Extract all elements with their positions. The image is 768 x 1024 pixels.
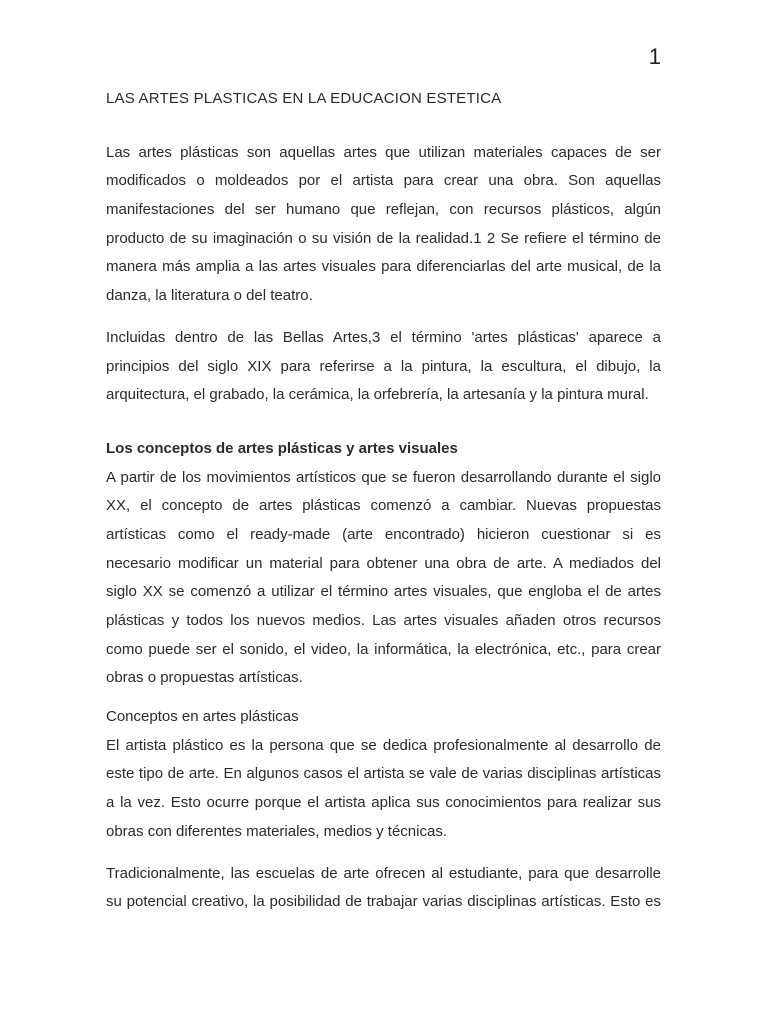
text-line: manifestaciones del ser humano que reflejan, con recursos plásticos, algún [106, 201, 661, 219]
text-line: XX, el concepto de artes plásticas comenzó a cambiar. Nuevas propuestas [106, 497, 661, 515]
paragraph [106, 464, 661, 694]
text-line: Las artes plásticas son aquellas artes que utilizan materiales capaces de ser [106, 143, 661, 161]
text-line: A partir de los movimientos artísticos que se fueron desarrollando durante el siglo [106, 468, 661, 486]
text-line: obras con diferentes materiales, medios y técnicas. [106, 822, 447, 840]
paragraph [106, 324, 661, 410]
page-number: 1 [648, 44, 661, 69]
text-line: principios del siglo XIX para referirse a la pintura, la escultura, el dibujo, la [106, 357, 661, 375]
text-line: danza, la literatura o del teatro. [106, 287, 313, 305]
document-title: LAS ARTES PLASTICAS EN LA EDUCACION ESTETICA [106, 90, 502, 107]
text-line: manera más amplia a las artes visuales para diferenciarlas del arte musical, de la [106, 258, 661, 276]
text-line: modificados o moldeados por el artista para crear una obra. Son aquellas [106, 172, 661, 190]
text-line: Incluidas dentro de las Bellas Artes,3 el término 'artes plásticas' aparece a [106, 328, 661, 346]
text-line: plásticas y todos los nuevos medios. Las artes visuales añaden otros recursos [106, 612, 661, 630]
paragraph [106, 139, 661, 311]
text-line: arquitectura, el grabado, la cerámica, la orfebrería, la artesanía y la pintura mural. [106, 386, 649, 404]
document-body [106, 139, 661, 917]
text-line: siglo XX se comenzó a utilizar el término artes visuales, que engloba el de artes [106, 583, 661, 601]
paragraph [106, 860, 661, 917]
text-line: como puede ser el sonido, el video, la informática, la electrónica, etc., para crear [106, 640, 661, 658]
text-line: producto de su imaginación o su visión de la realidad.1 2 Se refiere el término de [106, 229, 661, 247]
text-line: su potencial creativo, la posibilidad de trabajar varias disciplinas artísticas. Esto es [106, 893, 661, 911]
text-line: artísticas como el ready-made (arte encontrado) hicieron cuestionar si es [106, 525, 661, 543]
text-line: El artista plástico es la persona que se dedica profesionalmente al desarrollo de [106, 736, 661, 754]
text-line: Tradicionalmente, las escuelas de arte ofrecen al estudiante, para que desarrolle [106, 864, 661, 882]
paragraph [106, 732, 661, 847]
section-heading: Los conceptos de artes plásticas y artes visuales [106, 439, 458, 457]
text-line: necesario modificar un material para obtener una obra de arte. A mediados del [106, 554, 661, 572]
sub-heading: Conceptos en artes plásticas [106, 708, 299, 726]
text-line: obras o propuestas artísticas. [106, 669, 303, 687]
text-line: a la vez. Esto ocurre porque el artista aplica sus conocimientos para realizar sus [106, 794, 661, 812]
text-line: este tipo de arte. En algunos casos el artista se vale de varias disciplinas artísticas [106, 765, 661, 783]
